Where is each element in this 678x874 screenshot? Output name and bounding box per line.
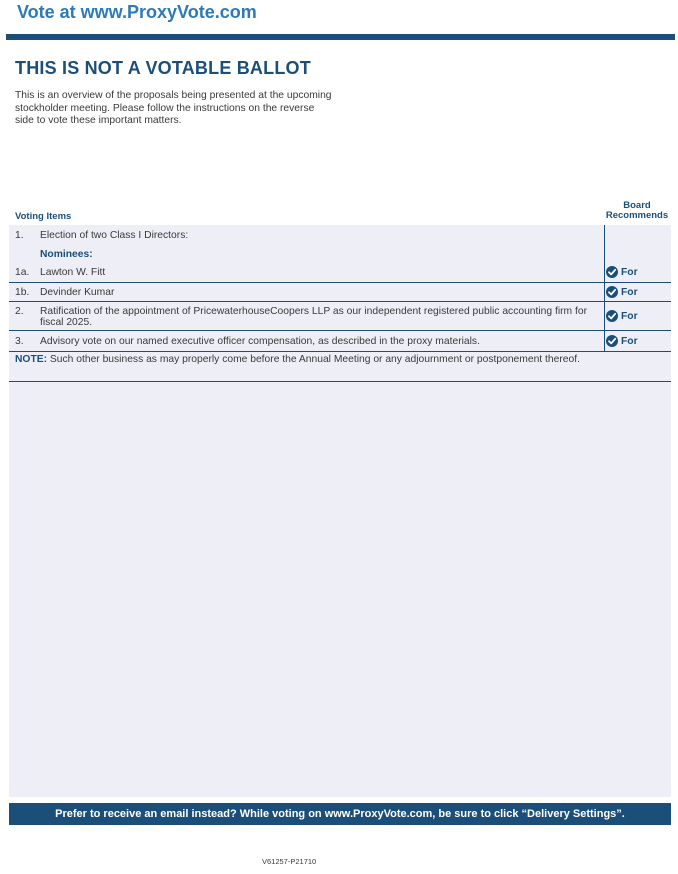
recommendation-label: For	[621, 266, 638, 278]
recommendation	[606, 286, 671, 298]
proposal-row-1b	[9, 283, 671, 302]
recommendation	[606, 335, 671, 347]
intro-text: This is an overview of the proposals being presented at the upcoming stockholder meeting. Please follow the instructions on the reverse side to vote these important matters.	[15, 90, 332, 126]
document-code: V61257-P21710	[262, 857, 317, 866]
check-circle-icon	[606, 310, 618, 322]
board-recommends-header: Board Recommends	[605, 200, 669, 221]
recommendation-label: For	[621, 310, 638, 322]
item-number: 1b.	[15, 287, 30, 298]
column-divider	[604, 225, 605, 351]
item-number: 1.	[15, 230, 24, 241]
proposal-row-3	[9, 331, 671, 352]
recommendation-label: For	[621, 335, 638, 347]
note-text: Such other business as may properly come before the Annual Meeting or any adjournment or postponement thereof.	[49, 354, 580, 365]
footer-text: Prefer to receive an email instead? While voting on www.ProxyVote.com, be sure to click “Delivery Settings”.	[55, 808, 625, 820]
voting-items-header: Voting Items	[15, 211, 72, 222]
recommendation	[606, 266, 671, 278]
item-number: 2.	[15, 306, 24, 317]
item-text: Advisory vote on our named executive officer compensation, as described in the proxy materials.	[40, 336, 480, 347]
nominee-name: Lawton W. Fitt	[40, 267, 106, 278]
nominees-label: Nominees:	[40, 249, 93, 260]
note-label: NOTE:	[15, 354, 48, 365]
note	[15, 355, 599, 366]
check-circle-icon	[606, 286, 618, 298]
check-circle-icon	[606, 266, 618, 278]
check-circle-icon	[606, 335, 618, 347]
item-text: Ratification of the appointment of PricewaterhouseCoopers LLP as our independent registered public accounting firm for fiscal 2025.	[40, 306, 588, 328]
header-title: Vote at www.ProxyVote.com	[17, 2, 257, 22]
header-bar	[6, 34, 675, 40]
proposal-row-1	[9, 225, 671, 283]
item-number: 3.	[15, 336, 24, 347]
nominee-name: Devinder Kumar	[40, 287, 115, 298]
item-number: 1a.	[15, 267, 30, 278]
proposal-row-2	[9, 302, 671, 331]
footer-banner	[9, 803, 671, 825]
recommendation	[606, 310, 671, 322]
note-divider	[9, 381, 671, 382]
page-title: THIS IS NOT A VOTABLE BALLOT	[15, 58, 311, 78]
recommendation-label: For	[621, 286, 638, 298]
item-text: Election of two Class I Directors:	[40, 230, 189, 241]
